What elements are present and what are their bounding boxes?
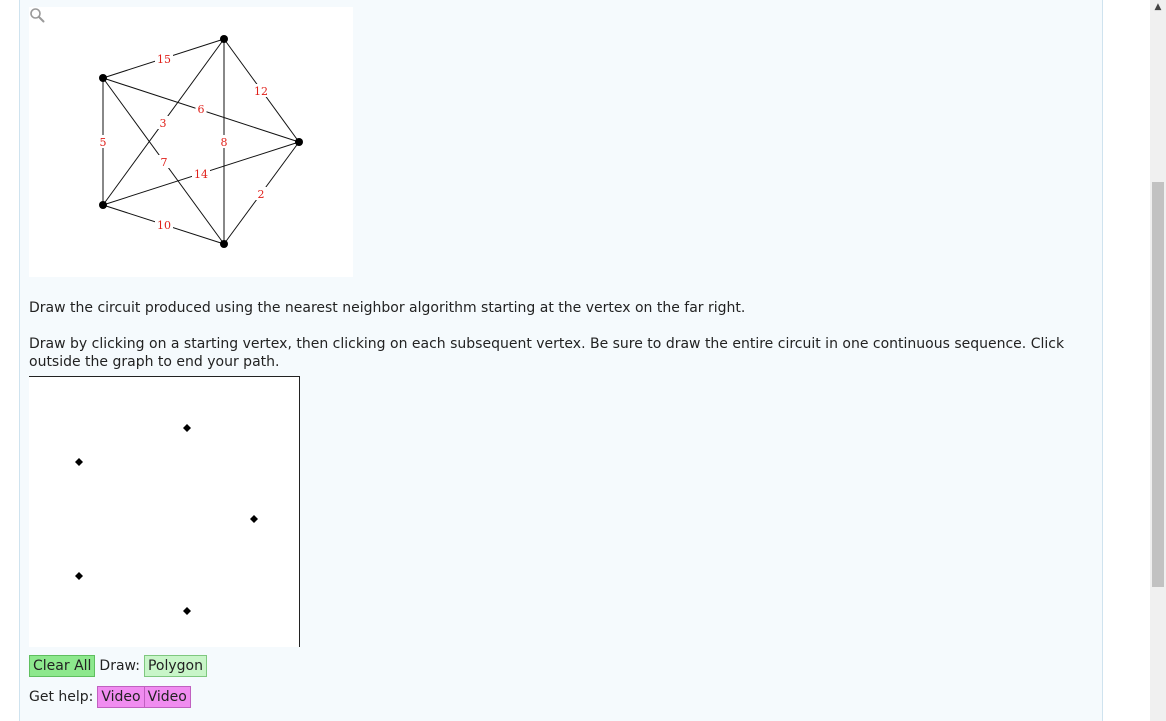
video-help-button-2[interactable]: Video <box>145 686 191 708</box>
draw-vertex-lower-left[interactable] <box>75 572 83 580</box>
clear-all-button[interactable]: Clear All <box>29 655 95 677</box>
vertical-scrollbar[interactable] <box>1150 0 1166 721</box>
get-help-label: Get help: <box>29 688 94 705</box>
video-help-button-1[interactable]: Video <box>97 686 144 708</box>
edge-weight-label: 2 <box>257 188 265 201</box>
edge-weight-label: 8 <box>220 136 228 149</box>
graph-svg <box>29 7 353 277</box>
graph-vertex-bottom <box>220 240 228 248</box>
graph-vertex-lower-left <box>99 201 107 209</box>
draw-mode-label: Draw: <box>99 657 140 674</box>
drawing-svg[interactable] <box>29 377 299 647</box>
help-row <box>29 685 191 708</box>
graph-vertex-top <box>220 35 228 43</box>
drawing-controls <box>29 654 207 677</box>
edge-weight-label: 6 <box>197 103 205 116</box>
edge-weight-label: 14 <box>194 168 208 181</box>
edge-weight-label: 10 <box>157 219 171 232</box>
graph-vertex-right <box>295 138 303 146</box>
edge-weight-label: 7 <box>160 156 168 169</box>
draw-vertex-top[interactable] <box>183 424 191 432</box>
draw-vertex-right[interactable] <box>250 515 258 523</box>
scroll-up-arrow-icon[interactable]: ▲ <box>1154 2 1162 12</box>
polygon-tool-button[interactable]: Polygon <box>144 655 207 677</box>
scrollbar-thumb[interactable] <box>1152 182 1164 587</box>
edge-weight-label: 12 <box>254 85 268 98</box>
edge-weight-label: 3 <box>159 117 167 130</box>
drawing-instructions: Draw by clicking on a starting vertex, then clicking on each subsequent vertex. Be sure to draw the entire circuit in one continuous sequence. Click outside the graph to end your path. <box>29 336 1065 370</box>
edge-weight-label: 15 <box>157 53 171 66</box>
weighted-graph-figure <box>29 7 353 277</box>
draw-vertex-bottom[interactable] <box>183 607 191 615</box>
graph-vertex-upper-left <box>99 74 107 82</box>
graph-drawing-canvas[interactable] <box>29 376 300 647</box>
draw-vertex-upper-left[interactable] <box>75 458 83 466</box>
instruction-text: Draw the circuit produced using the nearest neighbor algorithm starting at the vertex on the far right. <box>29 300 746 316</box>
edge-weight-label: 5 <box>99 136 107 149</box>
magnifier-icon[interactable] <box>29 7 45 23</box>
